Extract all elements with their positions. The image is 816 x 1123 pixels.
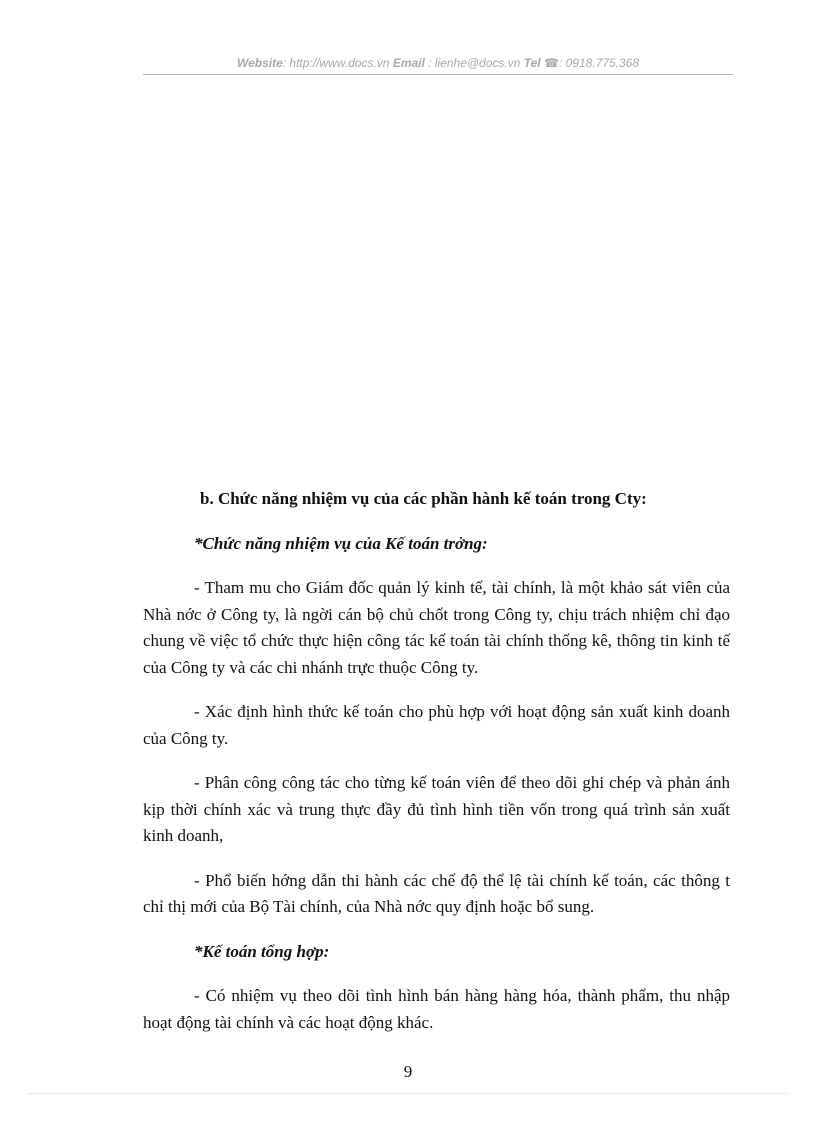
website-value: : http://www.docs.vn [282,56,390,70]
page-number: 9 [403,1062,413,1081]
tel-value: : 0918.775.368 [558,56,640,70]
paragraph: - Có nhiệm vụ theo dõi tình hình bán hàng hàng hóa, thành phẩm, thu nhập hoạt động tài chính và các hoạt động khác. [143,986,730,1032]
footer-divider [28,1093,788,1094]
paragraph: - Phổ biến hớng dẫn thi hành các chế độ thể lệ tài chính kế toán, các thông t chỉ thị mới của Bộ Tài chính, của Nhà nớc quy định hoặc bổ sung. [143,870,730,916]
header-divider [143,74,733,75]
paragraph: - Tham mu cho Giám đốc quản lý kinh tế, tài chính, là một khảo sát viên của Nhà nớc ở Công ty, là ngời cán bộ chủ chốt trong Công ty, chịu trách nhiệm chỉ đạo chung về việc tổ chức thực hiện công tác kế toán tài chính thống kê, thông tin kinh tế của Công ty và các chi nhánh trực thuộc Công ty. [143,578,730,677]
page-header [143,56,733,70]
paragraph: - Phân công công tác cho từng kế toán viên để theo dõi ghi chép và phản ánh kịp thời chính xác và trung thực đầy đủ tình hình tiền vốn trong quá trình sản xuất kinh doanh, [143,773,730,845]
phone-icon: ☎ [544,56,559,70]
section-heading: b. Chức năng nhiệm vụ của các phần hành kế toán trong Cty: [200,489,647,508]
email-value: : lienhe@docs.vn [428,56,521,70]
website-label: Website [236,56,283,70]
document-body [143,486,730,1036]
subsection-heading-chief-accountant: *Chức năng nhiệm vụ của Kế toán trởng: [194,533,488,553]
tel-label: Tel [523,56,541,70]
paragraph: - Xác định hình thức kế toán cho phù hợp với hoạt động sản xuất kinh doanh của Công ty. [143,702,730,748]
subsection-heading-general-accountant: *Kế toán tổng hợp: [194,941,330,961]
email-label: Email [392,56,425,70]
